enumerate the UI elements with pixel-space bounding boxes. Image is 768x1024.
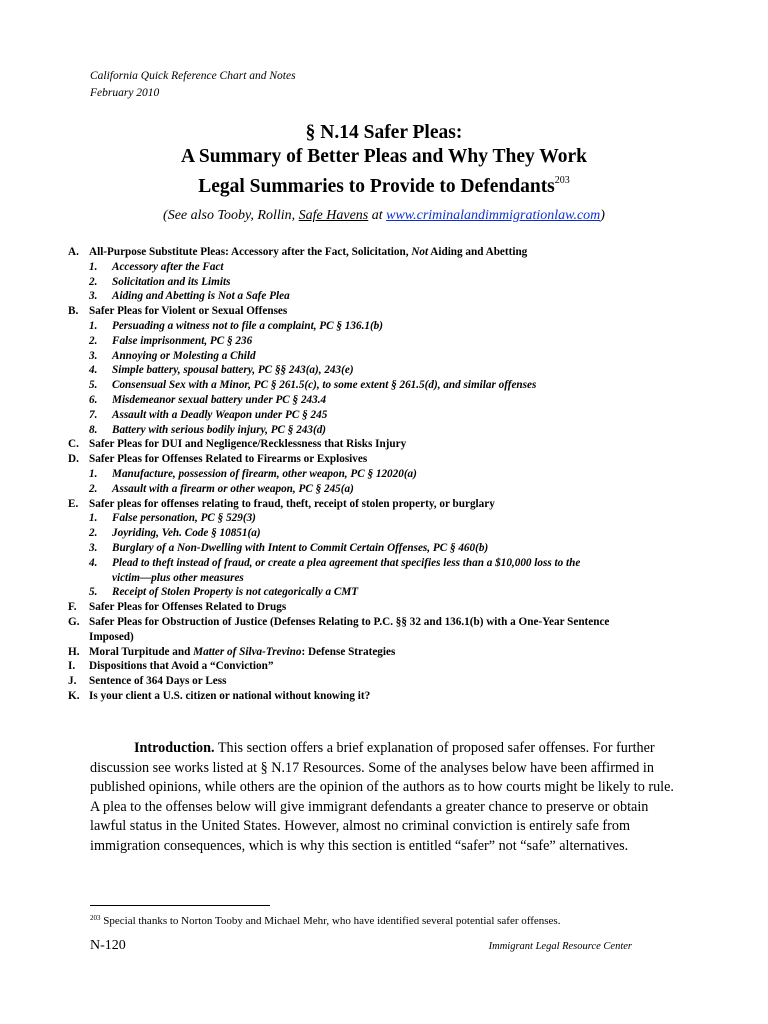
- toc-section-f[interactable]: F. Safer Pleas for Offenses Related to Drugs: [68, 601, 287, 614]
- footnote-number: 203: [90, 914, 101, 922]
- toc-section-e[interactable]: E. Safer pleas for offenses relating to fraud, theft, receipt of stolen property, or burglary: [68, 497, 495, 510]
- document-header: [90, 68, 296, 102]
- introduction-heading: Introduction.: [134, 740, 215, 756]
- toc-item[interactable]: 2. False imprisonment, PC § 236: [89, 334, 253, 347]
- toc-item[interactable]: 2. Assault with a firearm or other weapon, PC § 245(a): [89, 482, 354, 495]
- toc-section-b[interactable]: B. Safer Pleas for Violent or Sexual Offenses: [68, 305, 288, 318]
- book-title: Safe Havens: [298, 208, 369, 223]
- header-date: February 2010: [90, 87, 160, 99]
- toc-section-k[interactable]: K. Is your client a U.S. citizen or national without knowing it?: [68, 689, 371, 702]
- toc-section-a[interactable]: A. All-Purpose Substitute Pleas: Accessory after the Fact, Solicitation, Not Aiding and Abetting: [68, 246, 528, 258]
- toc-item[interactable]: 1. Persuading a witness not to file a complaint, PC § 136.1(b): [89, 319, 384, 332]
- toc-item[interactable]: 7. Assault with a Deadly Weapon under PC § 245: [89, 408, 328, 421]
- toc-item[interactable]: 3. Burglary of a Non-Dwelling with Intent to Commit Certain Offenses, PC § 460(b): [89, 541, 489, 554]
- toc-section-d[interactable]: D. Safer Pleas for Offenses Related to Firearms or Explosives: [68, 453, 368, 466]
- title-line-2: A Summary of Better Pleas and Why They Work: [181, 146, 587, 167]
- toc-section-continuation[interactable]: Imposed): [89, 630, 134, 643]
- page-title: [0, 121, 768, 199]
- toc-item[interactable]: 3. Aiding and Abetting is Not a Safe Plea: [89, 290, 290, 303]
- footnote-divider: [90, 905, 270, 906]
- introduction-paragraph: Introduction. This section offers a brief explanation of proposed safer offenses. For further discussion see works listed at § N.17 Resources. Some of the analyses below have been affirmed in published opinions, while others are the opinion of the authors as to how courts might be likely to rule. A plea to the offenses below will give immigrant defendants a greater chance to preserve or obtain lawful status in the United States. However, almost no criminal conviction is entirely safe from immigration consequences, which is why this section is entitled “safer” not “safe” alternatives.: [90, 740, 674, 854]
- toc-item[interactable]: 4. Plead to theft instead of fraud, or create a plea agreement that specifies less than a $10,000 loss to the: [89, 556, 581, 569]
- see-also-note: (See also Tooby, Rollin, Safe Havens at www.criminalandimmigrationlaw.com): [163, 208, 605, 223]
- toc-section-i[interactable]: I. Dispositions that Avoid a “Conviction”: [68, 660, 274, 673]
- introduction-section: [90, 739, 680, 856]
- title-line-3: Legal Summaries to Provide to Defendants$^{203}$: [198, 175, 570, 197]
- title-line-1: § N.14 Safer Pleas:: [305, 122, 463, 143]
- website-link[interactable]: www.criminalandimmigrationlaw.com: [386, 208, 601, 223]
- toc-item[interactable]: 5. Receipt of Stolen Property is not categorically a CMT: [89, 586, 359, 599]
- toc-item[interactable]: 6. Misdemeanor sexual battery under PC § 243.4: [89, 393, 327, 406]
- toc-item[interactable]: 8. Battery with serious bodily injury, PC § 243(d): [89, 423, 327, 436]
- toc-section-c[interactable]: C. Safer Pleas for DUI and Negligence/Recklessness that Risks Injury: [68, 438, 407, 451]
- toc-item[interactable]: 1. False personation, PC § 529(3): [89, 512, 256, 525]
- toc-item[interactable]: 4. Simple battery, spousal battery, PC §§ 243(a), 243(e): [89, 364, 354, 377]
- toc-item[interactable]: 2. Solicitation and its Limits: [89, 275, 231, 288]
- toc-section-j[interactable]: J. Sentence of 364 Days or Less: [68, 675, 227, 688]
- footnote: $^{203}$ Special thanks to Norton Tooby and Michael Mehr, who have identified several potential safer offenses.: [90, 914, 561, 927]
- toc-section-h[interactable]: H. Moral Turpitude and Matter of Silva-Trevino: Defense Strategies: [68, 645, 396, 658]
- toc-item[interactable]: 1. Accessory after the Fact: [89, 260, 224, 273]
- toc-item[interactable]: 1. Manufacture, possession of firearm, other weapon, PC § 12020(a): [89, 467, 417, 480]
- footnote-ref[interactable]: 203: [554, 175, 570, 186]
- organization-name: Immigrant Legal Resource Center: [488, 941, 632, 952]
- toc-item[interactable]: 2. Joyriding, Veh. Code § 10851(a): [89, 527, 261, 540]
- table-of-contents: [68, 245, 708, 704]
- header-chart-title: California Quick Reference Chart and Notes: [90, 70, 296, 82]
- page-number: N-120: [90, 938, 126, 953]
- toc-item[interactable]: 3. Annoying or Molesting a Child: [89, 349, 256, 362]
- toc-item[interactable]: 5. Consensual Sex with a Minor, PC § 261.5(c), to some extent § 261.5(d), and similar offenses: [89, 379, 537, 392]
- toc-item-continuation[interactable]: victim—plus other measures: [112, 571, 244, 584]
- toc-section-g[interactable]: G. Safer Pleas for Obstruction of Justice (Defenses Relating to P.C. §§ 32 and 136.1(b) with a One-Year Sentence: [68, 615, 610, 628]
